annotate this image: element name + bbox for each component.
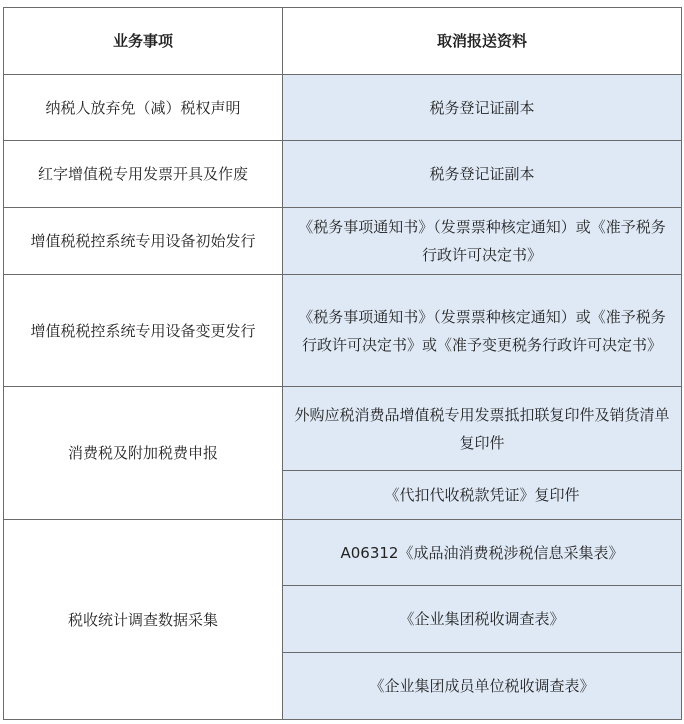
material-cell: 外购应税消费品增值税专用发票抵扣联复印件及销货清单复印件 [283, 387, 682, 471]
material-cell: 税务登记证副本 [283, 75, 682, 141]
material-cell: 《企业集团税收调查表》 [283, 586, 682, 653]
business-item-cell: 税收统计调查数据采集 [4, 520, 283, 720]
material-cell: 税务登记证副本 [283, 141, 682, 208]
business-item-cell: 纳税人放弃免（减）税权声明 [4, 75, 283, 141]
business-item-cell: 增值税税控系统专用设备初始发行 [4, 208, 283, 275]
header-row [4, 8, 682, 75]
materials-table [3, 7, 682, 720]
material-cell: 《代扣代收税款凭证》复印件 [283, 471, 682, 520]
header-business-item: 业务事项 [4, 8, 283, 75]
material-cell: A06312《成品油消费税涉税信息采集表》 [283, 520, 682, 586]
table-row [4, 520, 682, 586]
table-row [4, 75, 682, 141]
table-row [4, 208, 682, 275]
table-row [4, 387, 682, 471]
material-cell: 《税务事项通知书》（发票票种核定通知）或《准予税务行政许可决定书》或《准予变更税务行政许可决定书》 [283, 275, 682, 387]
header-cancelled-materials: 取消报送资料 [283, 8, 682, 75]
table-row [4, 141, 682, 208]
material-cell: 《税务事项通知书》（发票票种核定通知）或《准予税务行政许可决定书》 [283, 208, 682, 275]
table-row [4, 275, 682, 387]
business-item-cell: 红字增值税专用发票开具及作废 [4, 141, 283, 208]
business-item-cell: 消费税及附加税费申报 [4, 387, 283, 520]
material-cell: 《企业集团成员单位税收调查表》 [283, 653, 682, 720]
business-item-cell: 增值税税控系统专用设备变更发行 [4, 275, 283, 387]
